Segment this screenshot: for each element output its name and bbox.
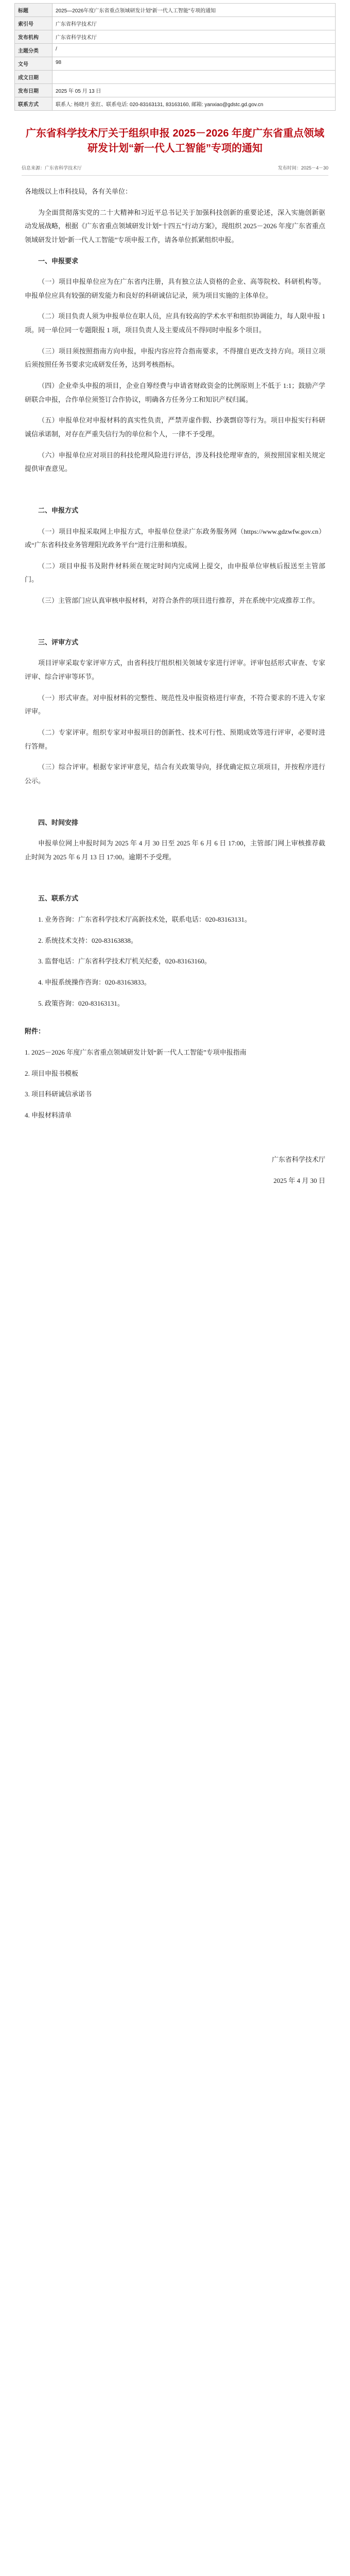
- paragraph: （二）项目负责人须为申报单位在职人员，应具有较高的学术水平和组织协调能力，每人限申报 1 项。同一单位同一专题限报 1 项，项目负责人及主要成员不得同时申报多个项目。: [25, 312, 325, 334]
- article-body: [14, 185, 336, 1188]
- contact-item: 4. 申报系统操作咨询：020-83163833。: [38, 978, 151, 986]
- notice-page: [0, 3, 350, 1216]
- paragraph: （三）综合评审。根据专家评审意见，结合有关政策导向，择优确定拟立项项目，并按程序进行公示。: [25, 763, 325, 785]
- paragraph: 申报单位网上申报时间为 2025 年 4 月 30 日至 2025 年 6 月 6 日 17:00，主管部门网上审核推荐截止时间为 2025 年 6 月 13 日 17:00。逾期不予受理。: [25, 839, 325, 861]
- paragraph: （三）项目须按照指南方向申报，申报内容应符合指南要求，不得擅自更改支持方向。项目立项后须按照任务书要求完成研发任务，达到考核指标。: [25, 347, 325, 369]
- attachment-link[interactable]: 4. 申报材料清单: [25, 1111, 72, 1119]
- section-heading-contact: 五、联系方式: [38, 894, 79, 903]
- paragraph: 项目评审采取专家评审方式，由省科技厅组织相关领域专家进行评审。评审包括形式审查、专家评审、综合评审等环节。: [25, 659, 325, 681]
- contact-item: 3. 监督电话：广东省科学技术厅机关纪委，020-83163160。: [38, 957, 211, 965]
- section-heading-schedule: 四、时间安排: [38, 818, 79, 826]
- sign-date: 2025 年 4 月 30 日: [273, 1177, 325, 1185]
- meta-row-title: 标题 2025—2026年度广东省重点领域研发计划“新一代人工智能”专项的通知: [15, 4, 336, 17]
- greeting: 各地级以上市科技局，各有关单位：: [25, 188, 132, 195]
- paragraph: （二）专家评审。组织专家对申报项目的创新性、技术可行性、预期成效等进行评审，必要时进行答辩。: [25, 728, 325, 750]
- meta-row-written: 成文日期: [15, 71, 336, 84]
- info-source: 信息来源：广东省科学技术厅: [22, 165, 82, 171]
- attachment-link[interactable]: 3. 项目科研诚信承诺书: [25, 1090, 92, 1098]
- contact-item: 2. 系统技术支持：020-83163838。: [38, 936, 137, 944]
- page-title: 广东省科学技术厅关于组织申报 2025－2026 年度广东省重点领域研发计划“新一代人工智能”专项的通知: [25, 128, 325, 154]
- paragraph: （二）项目申报书及附件材料须在规定时间内完成网上提交，由申报单位审核后报送至主管部门。: [25, 562, 325, 584]
- paragraph: （四）企业牵头申报的项目，企业自筹经费与申请省财政资金的比例原则上不低于 1:1；鼓励产学研联合申报，合作单位须签订合作协议，明确各方任务分工和知识产权归属。: [25, 382, 325, 403]
- paragraph: （三）主管部门应认真审核申报材料，对符合条件的项目进行推荐，并在系统中完成推荐工作。: [38, 597, 320, 605]
- meta-row-index: 索引号 广东省科学技术厅: [15, 17, 336, 30]
- publish-info-bar: [22, 161, 328, 176]
- attachments: [25, 1025, 325, 1122]
- meta-row-docno: 文号 98: [15, 57, 336, 71]
- contact-item: 5. 政策咨询：020-83163131。: [38, 999, 124, 1007]
- section-heading-method: 二、申报方式: [38, 506, 79, 514]
- paragraph: （六）申报单位应对项目的科技伦理风险进行评估，涉及科技伦理审查的，须按照国家相关规定提供审查意见。: [25, 451, 325, 473]
- meta-table: [14, 3, 336, 111]
- meta-row-topic: 主题分类 /: [15, 44, 336, 57]
- attachment-link[interactable]: 2. 项目申报书模板: [25, 1069, 79, 1077]
- intro-paragraph: 为全面贯彻落实党的二十大精神和习近平总书记关于加强科技创新的重要论述，深入实施创新驱动发展战略，根据《广东省重点领域研发计划“十四五”行动方案》，现组织 2025－2026 年度广东省重点领域研发计划“新一代人工智能”专项申报工作，请各单位抓紧组织申报。: [25, 208, 325, 244]
- paragraph: （五）申报单位对申报材料的真实性负责，严禁弄虚作假、抄袭剽窃等行为。项目申报实行科研诚信承诺制，对存在严重失信行为的单位和个人，一律不予受理。: [25, 416, 325, 438]
- contact-item: 1. 业务咨询：广东省科学技术厅高新技术处，联系电话：020-83163131。: [38, 916, 251, 924]
- paragraph: （一）项目申报采取网上申报方式，申报单位登录广东政务服务网（https://www.gdzwfw.gov.cn）或“广东省科技业务管理阳光政务平台”进行注册和填报。: [25, 527, 325, 549]
- meta-row-published: 发布日期 2025 年 05 月 13 日: [15, 84, 336, 97]
- paragraph: （一）形式审查。对申报材料的完整性、规范性及申报资格进行审查，不符合要求的不进入专家评审。: [25, 693, 325, 716]
- paragraph: （一）项目申报单位应为在广东省内注册，具有独立法人资格的企业、高等院校、科研机构等。申报单位应具有较强的研发能力和良好的科研诚信记录，须为项目实施的主体单位。: [25, 278, 325, 299]
- section-heading-review: 三、评审方式: [38, 638, 79, 646]
- publish-date: 发布时间：2025－4－30: [277, 165, 328, 171]
- sign-organization: 广东省科学技术厅: [271, 1156, 325, 1164]
- meta-row-publisher: 发布机构 广东省科学技术厅: [15, 30, 336, 44]
- meta-row-contact: 联系方式 联系人: 杨晓月 张红、联系电话: 020-83163131, 83163160, 邮箱: yanxiao@gdstc.gd.gov.cn: [15, 97, 336, 111]
- attachment-link[interactable]: 1. 2025－2026 年度广东省重点领域研发计划“新一代人工智能”专项申报指南: [25, 1048, 247, 1056]
- signature-block: [25, 1153, 325, 1188]
- attachments-heading: 附件：: [25, 1027, 45, 1036]
- section-heading-requirements: 一、申报要求: [38, 257, 79, 265]
